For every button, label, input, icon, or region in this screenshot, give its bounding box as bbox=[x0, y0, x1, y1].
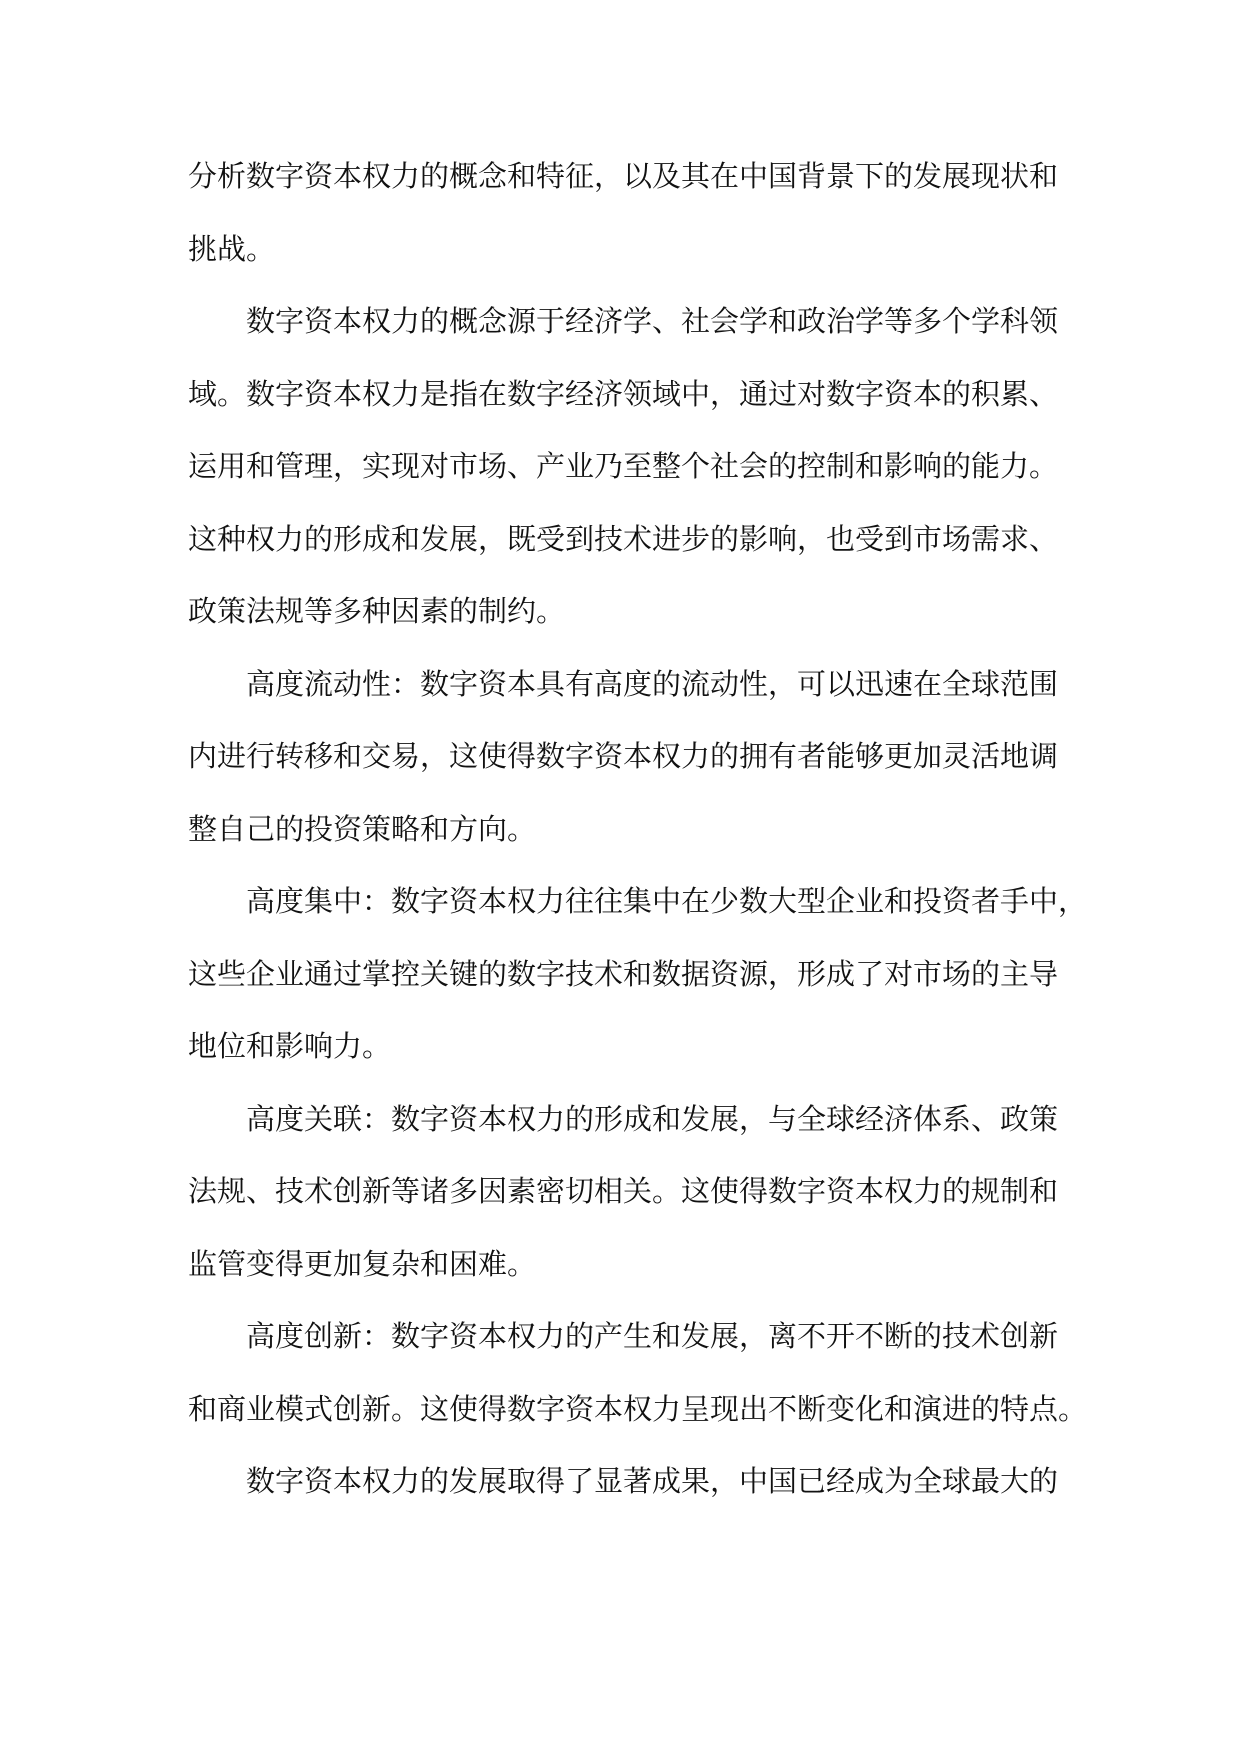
body-text bbox=[188, 140, 1088, 1518]
text-line: 高度创新：数字资本权力的产生和发展，离不开不断的技术创新 bbox=[246, 1319, 1059, 1353]
text-line: 数字资本权力的发展取得了显著成果，中国已经成为全球最大的 bbox=[246, 1464, 1059, 1498]
text-line: 高度流动性：数字资本具有高度的流动性，可以迅速在全球范围 bbox=[246, 666, 1059, 701]
text-line: 地位和影响力。 bbox=[188, 1029, 392, 1063]
text-line: 数字资本权力的概念源于经济学、社会学和政治学等多个学科领 bbox=[246, 304, 1059, 338]
text-line: 整自己的投资策略和方向。 bbox=[188, 811, 537, 846]
text-line: 法规、技术创新等诸多因素密切相关。这使得数字资本权力的规制和 bbox=[188, 1174, 1059, 1208]
text-line: 监管变得更加复杂和困难。 bbox=[188, 1246, 537, 1281]
text-line: 高度关联：数字资本权力的形成和发展，与全球经济体系、政策 bbox=[246, 1101, 1059, 1136]
text-line: 这种权力的形成和发展，既受到技术进步的影响，也受到市场需求、 bbox=[188, 521, 1059, 556]
text-line: 分析数字资本权力的概念和特征，以及其在中国背景下的发展现状和 bbox=[188, 159, 1059, 193]
text-line: 挑战。 bbox=[188, 231, 276, 266]
text-line: 政策法规等多种因素的制约。 bbox=[188, 594, 566, 628]
text-line: 高度集中：数字资本权力往往集中在少数大型企业和投资者手中， bbox=[246, 884, 1088, 918]
text-line: 域。数字资本权力是指在数字经济领域中，通过对数字资本的积累、 bbox=[188, 376, 1059, 411]
text-line: 这些企业通过掌控关键的数字技术和数据资源，形成了对市场的主导 bbox=[188, 956, 1059, 991]
text-line: 运用和管理，实现对市场、产业乃至整个社会的控制和影响的能力。 bbox=[188, 449, 1059, 483]
text-line: 内进行转移和交易，这使得数字资本权力的拥有者能够更加灵活地调 bbox=[188, 739, 1059, 773]
text-line: 和商业模式创新。这使得数字资本权力呈现出不断变化和演进的特点。 bbox=[188, 1391, 1088, 1426]
